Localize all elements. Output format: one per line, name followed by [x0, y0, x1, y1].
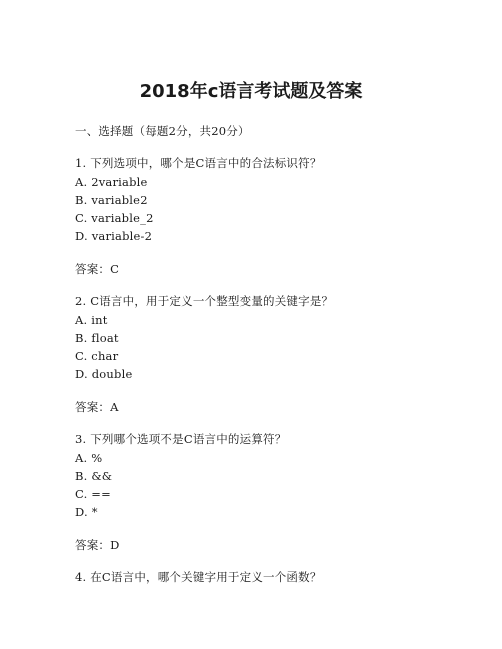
question-2-option-b: B. float: [75, 331, 119, 345]
document-title: 2018年c语言考试题及答案: [139, 81, 363, 102]
question-2-option-d: D. double: [75, 367, 133, 381]
question-3-text: 3. 下列哪个选项不是C语言中的运算符？: [75, 432, 287, 446]
question-3-option-d: D. *: [75, 505, 98, 519]
question-3-option-a: A. %: [75, 451, 103, 465]
question-1-text: 1. 下列选项中，哪个是C语言中的合法标识符？: [75, 156, 322, 170]
question-2-option-c: C. char: [75, 349, 119, 363]
question-1-option-b: B. variable2: [75, 193, 148, 207]
question-1-option-a: A. 2variable: [75, 175, 148, 189]
question-1-option-d: D. variable-2: [75, 229, 153, 243]
question-4-text: 4. 在C语言中，哪个关键字用于定义一个函数？: [75, 570, 322, 584]
question-1-answer: 答案：C: [75, 262, 120, 276]
question-2-text: 2. C语言中，用于定义一个整型变量的关键字是？: [75, 294, 334, 308]
question-2-answer: 答案：A: [75, 400, 119, 414]
question-3-answer: 答案：D: [75, 538, 120, 552]
question-3-option-b: B. &&: [75, 469, 113, 483]
question-1-option-c: C. variable_2: [75, 211, 154, 225]
section-heading: 一、选择题（每题2分，共20分）: [75, 124, 250, 138]
question-2-option-a: A. int: [75, 313, 108, 327]
question-3-option-c: C. ==: [75, 487, 111, 501]
